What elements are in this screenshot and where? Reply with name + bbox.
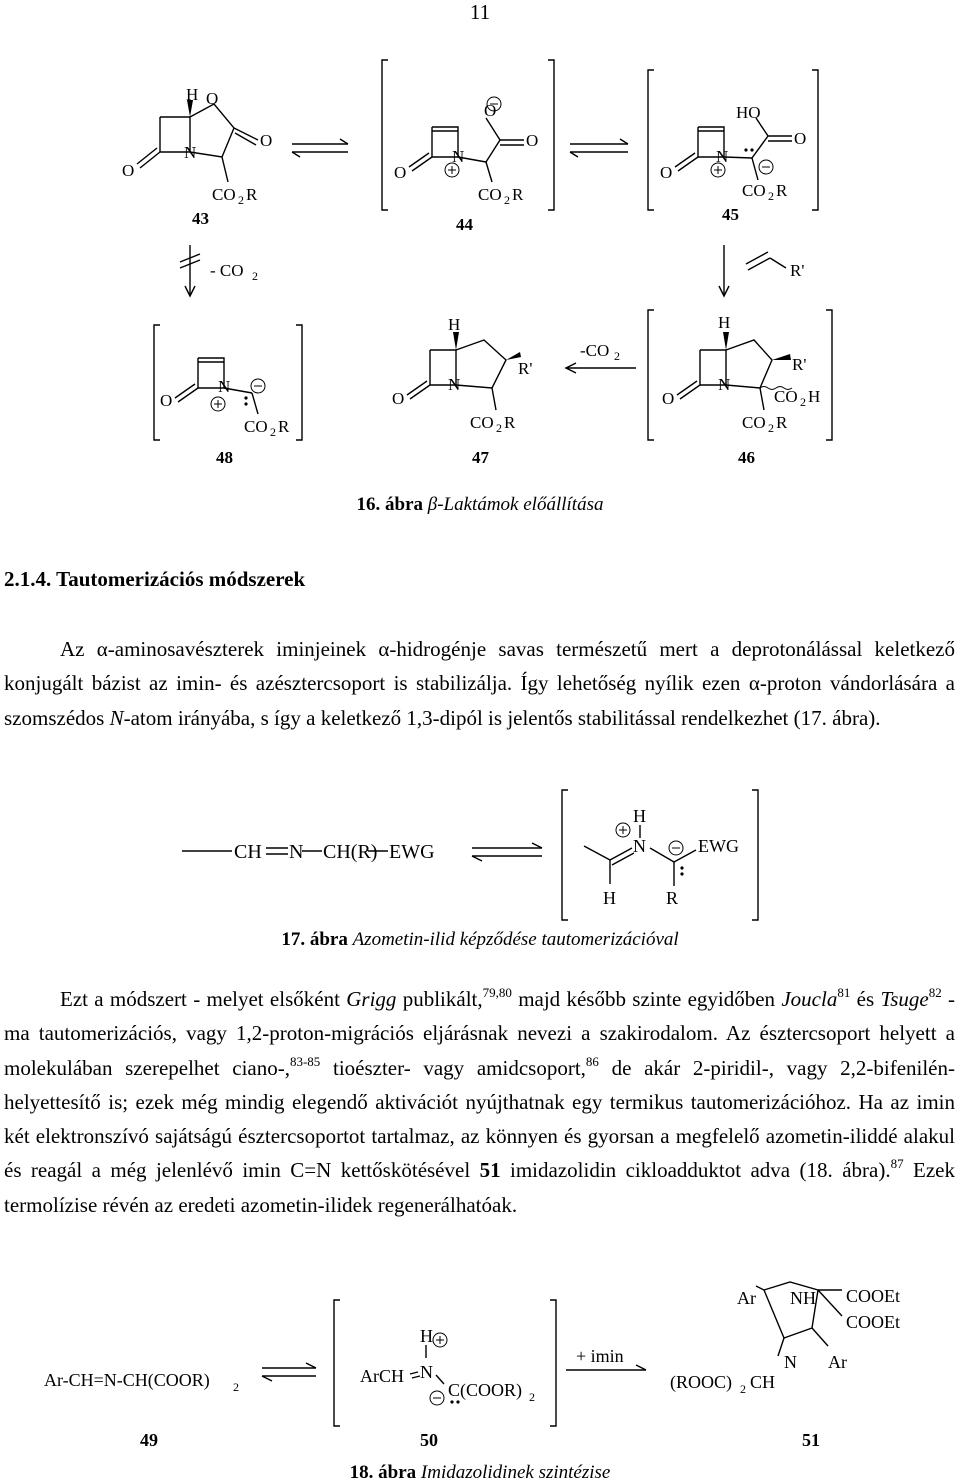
svg-text:2: 2: [740, 1382, 746, 1396]
svg-text:EWG: EWG: [698, 836, 739, 856]
figure-16-caption-label: 16. ábra: [356, 494, 424, 515]
svg-text:N: N: [716, 147, 729, 166]
svg-text:2: 2: [233, 1380, 239, 1394]
figure-18-caption-text: Imidazolidinek szintézise: [420, 1462, 611, 1483]
svg-text:CH: CH: [750, 1372, 776, 1392]
svg-text:2: 2: [529, 1390, 535, 1404]
svg-text:2: 2: [800, 395, 806, 409]
svg-text:Ar: Ar: [828, 1352, 847, 1372]
compound-46-label: 46: [738, 448, 755, 467]
svg-text:NH: NH: [790, 1288, 816, 1308]
svg-text:R: R: [666, 888, 679, 908]
svg-text:2: 2: [768, 189, 774, 203]
svg-text:CO: CO: [742, 413, 766, 432]
svg-text:2: 2: [252, 269, 258, 283]
figure-17-scheme: [0, 780, 960, 930]
svg-text:2: 2: [504, 193, 510, 207]
svg-text:Ar: Ar: [737, 1288, 756, 1308]
svg-text:O: O: [122, 161, 135, 180]
figure-17-caption-label: 17. ábra: [281, 929, 348, 950]
figure-18-caption: [0, 1462, 960, 1484]
svg-text:CH: CH: [234, 841, 262, 863]
svg-text:Ar-CH=N-CH(COOR): Ar-CH=N-CH(COOR): [44, 1370, 210, 1390]
svg-text:O: O: [526, 131, 539, 150]
svg-text:O: O: [206, 89, 219, 108]
svg-text:EWG: EWG: [389, 841, 435, 863]
svg-text:CO: CO: [212, 185, 236, 204]
svg-text:H: H: [420, 1326, 433, 1346]
svg-text:O: O: [660, 163, 673, 182]
compound-45-label: 45: [722, 205, 739, 224]
paragraph-2: Ezt a módszert - melyet elsőként Grigg publikált,$^{79,80}$ majd később szinte egyidőben Joucla$^{81}$ és Tsuge$^{82}$ - ma tautomerizációs, vagy 1,2-proton-migrációs eljárásnak nevezi a szakirodalom. Az észtercsoport helyett a molekulában szerepelhet ciano-,$^{83-85}$ tioészter- vagy amidcsoport,$^{86}$ de akár 2-piridil-, vagy 2,2-bifenilén-helyettesítő is; ezek még mindig elegendő aktivációt nyújthatnak egy termikus tautomerizációhoz. Ha az imin két elektronszívó sajátságú észtercsoportot tartalmaz, az könnyen és gyorsan a megfelelő azometin-iliddé alakul és reagál a még jelenlévő imin C=N kettőskötésével 51 imidazolidin cikloadduktot adva (18. ábra).$^{87}$ Ezek termolízise révén az eredeti azometin-ilidek regenerálhatóak.: [4, 985, 955, 1217]
svg-text:CO: CO: [478, 185, 502, 204]
compound-50-label: 50: [420, 1430, 438, 1450]
svg-text:N: N: [184, 143, 197, 162]
svg-text:O: O: [662, 389, 675, 408]
svg-text:N: N: [218, 377, 231, 396]
svg-text:H: H: [808, 387, 821, 406]
figure-17-caption: [0, 929, 960, 951]
svg-text:H: H: [633, 806, 646, 826]
svg-text:CO: CO: [244, 417, 268, 436]
svg-text:2: 2: [614, 349, 620, 363]
reagent-minus-co2-right: -CO: [580, 341, 610, 360]
figure-17-caption-text: Azometin-ilid képződése tautomerizációval: [352, 929, 679, 950]
svg-text:O: O: [392, 389, 405, 408]
svg-text:R: R: [278, 417, 290, 436]
reagent-minus-co2-top: - CO: [210, 261, 244, 280]
svg-text:R: R: [246, 185, 258, 204]
compound-49-label: 49: [140, 1430, 158, 1450]
svg-text:CO: CO: [742, 181, 766, 200]
svg-text:H: H: [718, 313, 731, 332]
compound-47-label: 47: [472, 448, 489, 467]
figure-16-caption-beta: β: [427, 494, 438, 515]
svg-text:N: N: [289, 841, 304, 863]
svg-text:N: N: [718, 375, 731, 394]
figure-16-caption: [0, 494, 960, 516]
svg-text:COOEt: COOEt: [846, 1312, 900, 1332]
svg-text:H: H: [448, 315, 461, 334]
svg-text:O: O: [394, 163, 407, 182]
svg-text:O: O: [794, 129, 807, 148]
svg-text:R': R': [518, 359, 533, 378]
svg-text:2: 2: [238, 193, 244, 207]
compound-51-label: 51: [802, 1430, 820, 1450]
svg-text:N: N: [448, 375, 461, 394]
compound-44-label: 44: [456, 215, 473, 234]
svg-text:N: N: [784, 1352, 797, 1372]
svg-text:+ imin: + imin: [576, 1346, 624, 1366]
svg-text:R: R: [512, 185, 524, 204]
svg-text:(ROOC): (ROOC): [670, 1372, 732, 1392]
svg-text:H: H: [603, 888, 616, 908]
svg-text:HO: HO: [736, 103, 761, 122]
svg-text:ArCH: ArCH: [360, 1366, 404, 1386]
svg-text:CO: CO: [470, 413, 494, 432]
svg-text:N: N: [452, 147, 465, 166]
svg-text:O: O: [160, 391, 173, 410]
svg-text:COOEt: COOEt: [846, 1286, 900, 1306]
page-number: 11: [469, 0, 491, 24]
svg-text:2: 2: [270, 425, 276, 439]
svg-text:H: H: [186, 85, 199, 104]
compound-48-label: 48: [216, 448, 233, 467]
svg-text:N: N: [420, 1362, 433, 1382]
svg-text:R': R': [792, 355, 807, 374]
svg-text:CH(R): CH(R): [323, 841, 378, 863]
reagent-alkene: R': [790, 261, 805, 280]
paragraph-1: Az α-aminosavészterek iminjeinek α-hidrogénje savas természetű mert a deprotonálással keletkező konjugált bázist az imin- és azésztercsoport is stabilizálja. Így lehetőség nyílik ezen α-proton vándorlására a szomszédos N-atom irányába, s így a keletkező 1,3-dipól is jelentős stabilitással rendelkezhet (17. ábra).: [4, 637, 955, 730]
svg-text:2: 2: [496, 421, 502, 435]
figure-18-scheme: [0, 1286, 960, 1460]
svg-text:C(COOR): C(COOR): [448, 1380, 523, 1400]
figure-16-caption-text: -Laktámok előállítása: [437, 494, 604, 515]
svg-text:R: R: [504, 413, 516, 432]
svg-text:O: O: [484, 101, 497, 120]
svg-text:O: O: [260, 131, 273, 150]
section-heading: 2.1.4. Tautomerizációs módszerek: [4, 567, 306, 591]
svg-text:R: R: [776, 181, 788, 200]
compound-43-label: 43: [192, 209, 209, 228]
svg-text:N: N: [633, 836, 646, 856]
svg-text:CO: CO: [774, 387, 798, 406]
svg-text:R: R: [776, 413, 788, 432]
figure-18-caption-label: 18. ábra: [349, 1462, 417, 1483]
figure-16-scheme: [0, 0, 960, 480]
svg-text:2: 2: [768, 421, 774, 435]
